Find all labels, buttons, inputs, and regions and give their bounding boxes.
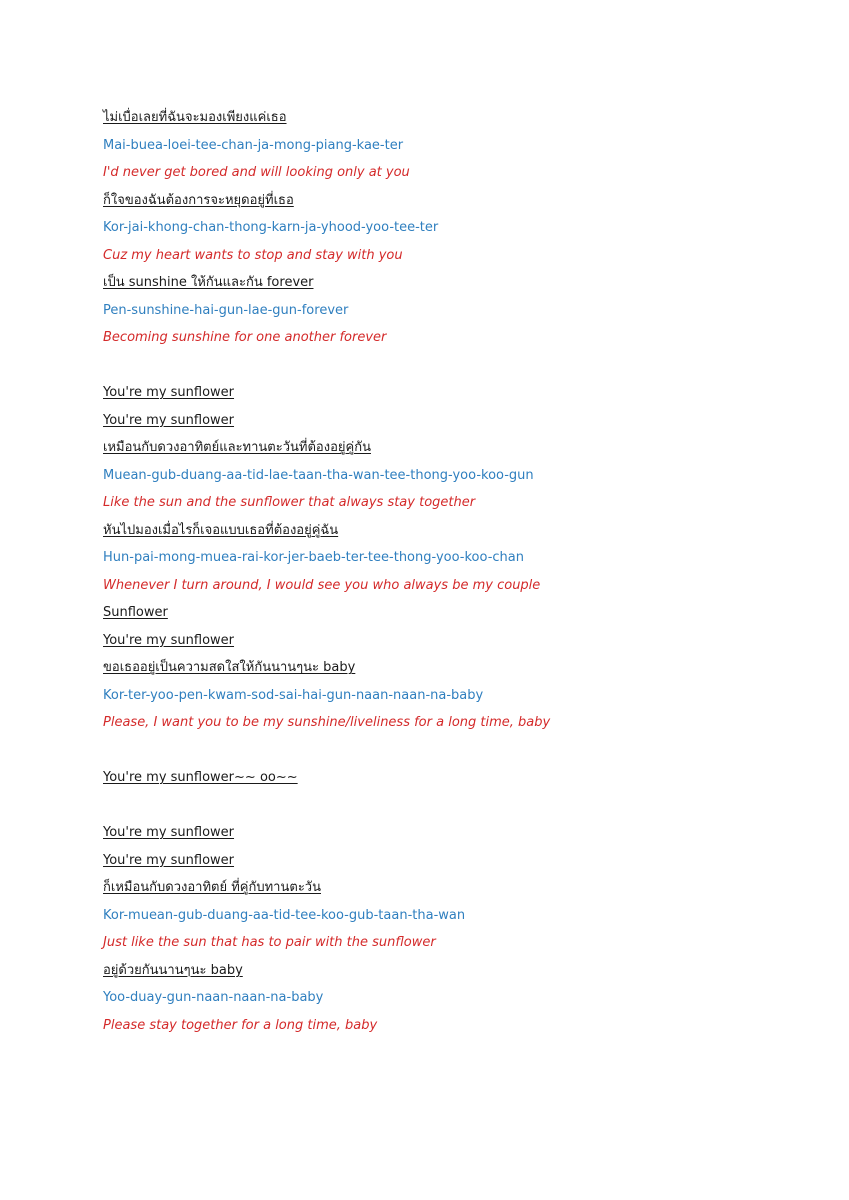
thai-line: Sunflower: [103, 605, 168, 620]
thai-line: You're my sunflower~~ oo~~: [103, 770, 298, 785]
romanization-line: Mai-buea-loei-tee-chan-ja-mong-piang-kae-ter: [103, 137, 404, 153]
romanization-line: Pen-sunshine-hai-gun-lae-gun-forever: [103, 302, 349, 318]
thai-line: ก็เหมือนกับดวงอาทิตย์ ที่คู่กับทานตะวัน: [103, 880, 321, 895]
thai-line: You're my sunflower: [103, 825, 235, 840]
romanization-line: Muean-gub-duang-aa-tid-lae-taan-tha-wan-tee-thong-yoo-koo-gun: [103, 467, 534, 483]
romanization-line: Hun-pai-mong-muea-rai-kor-jer-baeb-ter-tee-thong-yoo-koo-chan: [103, 550, 524, 565]
thai-line: เหมือนกับดวงอาทิตย์และทานตะวันที่ต้องอยู่คู่กัน: [103, 440, 371, 455]
romanization-line: Yoo-duay-gun-naan-naan-na-baby: [103, 990, 324, 1005]
romanization-line: Kor-ter-yoo-pen-kwam-sod-sai-hai-gun-naan-naan-na-baby: [103, 687, 484, 703]
translation-line: Whenever I turn around, I would see you who always be my couple: [103, 577, 541, 593]
lyrics-body: [103, 104, 849, 1039]
thai-line: อยู่ด้วยกันนานๆนะ baby: [103, 962, 243, 978]
translation-line: Like the sun and the sunflower that always stay together: [103, 495, 476, 510]
translation-line: Just like the sun that has to pair with the sunflower: [103, 935, 436, 950]
thai-line: You're my sunflower: [103, 412, 235, 428]
translation-line: Please, I want you to be my sunshine/liveliness for a long time, baby: [103, 715, 551, 730]
thai-line: ขอเธออยู่เป็นความสดใสให้กันนานๆนะ baby: [103, 660, 356, 675]
translation-line: Please stay together for a long time, baby: [103, 1017, 378, 1033]
blank-line: [103, 737, 849, 765]
translation-line: I'd never get bored and will looking only at you: [103, 165, 410, 180]
romanization-line: Kor-muean-gub-duang-aa-tid-tee-koo-gub-taan-tha-wan: [103, 907, 466, 923]
blank-line: [103, 792, 849, 820]
translation-line: Cuz my heart wants to stop and stay with you: [103, 247, 403, 263]
thai-line: เป็น sunshine ให้กันและกัน forever: [103, 275, 314, 290]
thai-line: You're my sunflower: [103, 852, 235, 868]
romanization-line: Kor-jai-khong-chan-thong-karn-ja-yhood-yoo-tee-ter: [103, 220, 439, 235]
thai-line: ก็ใจของฉันต้องการจะหยุดอยู่ที่เธอ: [103, 192, 294, 208]
blank-line: [103, 352, 849, 380]
thai-line: You're my sunflower: [103, 385, 235, 400]
thai-line: ไม่เบื่อเลยที่ฉันจะมองเพียงแค่เธอ: [103, 110, 287, 125]
thai-line: หันไปมองเมื่อไรก็เจอแบบเธอที่ต้องอยู่คู่ฉัน: [103, 522, 339, 538]
thai-line: You're my sunflower: [103, 632, 235, 648]
translation-line: Becoming sunshine for one another forever: [103, 330, 387, 345]
